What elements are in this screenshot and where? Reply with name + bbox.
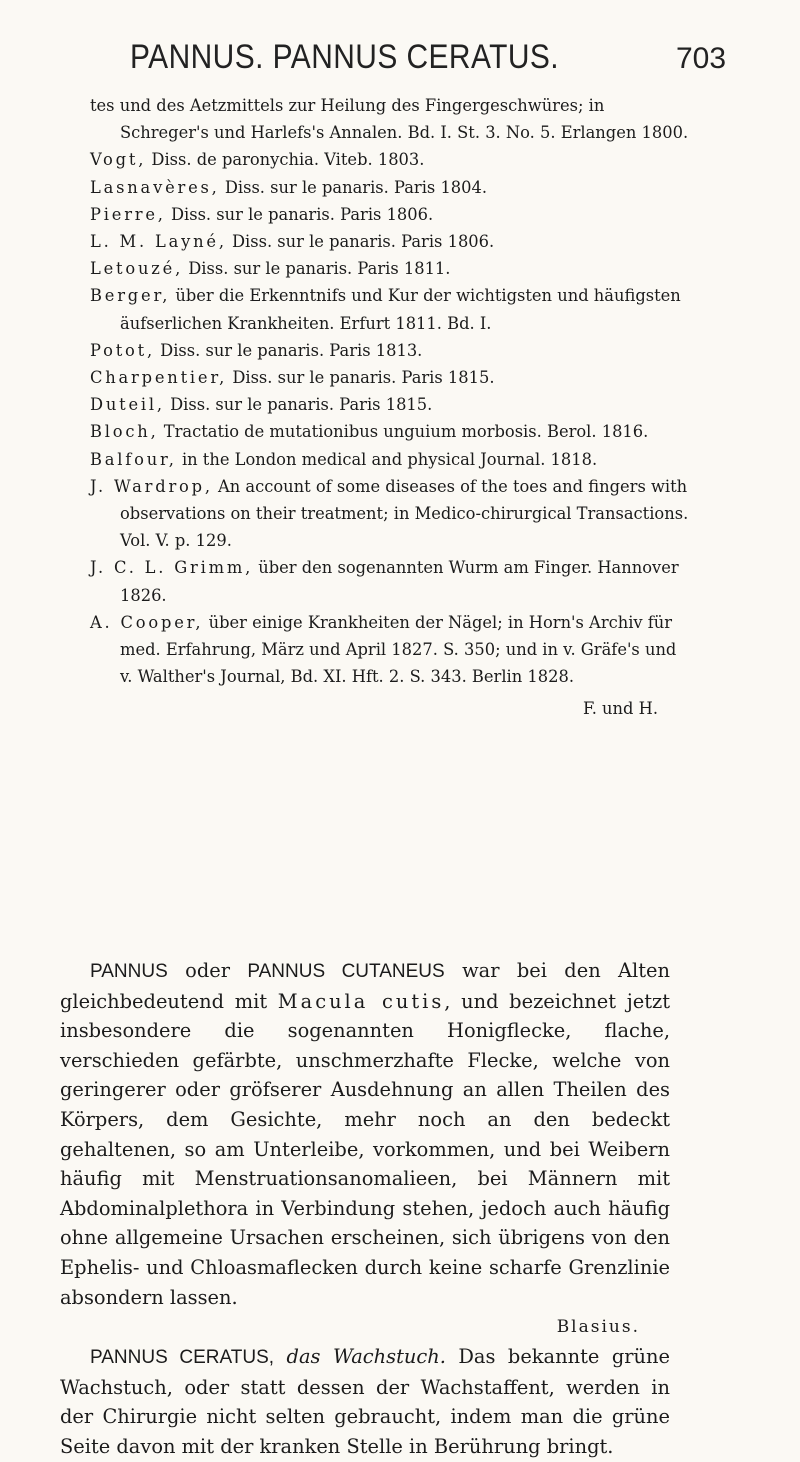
citation-text: tes und des Aetzmittels zur Heilung des Fingergeschwüres; in Schreger's und Harlefs's Annalen. Bd. I. St. 3. No. 5. Erlangen 1800. xyxy=(90,96,689,143)
bibliography-entry xyxy=(90,201,690,228)
citation-text: Diss. sur le panaris. Paris 1815. xyxy=(227,368,495,388)
entry-pannus xyxy=(60,956,670,1312)
citation-text: über einige Krankheiten der Nägel; in Horn's Archiv für med. Erfahrung, März und April 1827. S. 350; und in v. Gräfe's und v. Walther's Journal, Bd. XI. Hft. 2. S. 343. Berlin 1828. xyxy=(120,612,677,687)
author-name: Duteil, xyxy=(90,395,165,415)
entry-text: war bei den Alten gleichbedeutend mit xyxy=(60,959,670,1013)
bibliography-entry xyxy=(90,364,690,391)
bibliography-entry xyxy=(90,609,690,691)
citation-text: Diss. de paronychia. Viteb. 1803. xyxy=(146,150,425,170)
author-name: Lasnavères, xyxy=(90,177,220,197)
author-name: A. Cooper, xyxy=(90,612,204,632)
citation-text: Diss. sur le panaris. Paris 1806. xyxy=(226,232,495,252)
bibliography-entry xyxy=(90,282,690,336)
author-name: Potot, xyxy=(90,340,155,360)
author-name: J. C. L. Grimm, xyxy=(90,558,254,578)
page-number: 703 xyxy=(676,42,727,75)
bibliography-entry xyxy=(90,92,690,146)
bibliography-signature: F. und H. xyxy=(582,699,658,719)
citation-text: Tractatio de mutationibus unguium morbosis. Berol. 1816. xyxy=(158,422,649,442)
entry-gloss: das Wachstuch. xyxy=(286,1345,446,1369)
citation-text: Diss. sur le panaris. Paris 1804. xyxy=(219,177,488,197)
author-name: Letouzé, xyxy=(90,259,184,279)
entry-term: PANNUS CUTANEUS xyxy=(247,961,445,982)
citation-text: Diss. sur le panaris. Paris 1811. xyxy=(183,259,451,279)
bibliography-entry xyxy=(90,473,690,555)
bibliography-entry xyxy=(90,418,690,445)
citation-text: An account of some diseases of the toes and fingers with observations on their treatment; in Medico-chirurgical Transactions. Vol. V. p. 129. xyxy=(120,476,689,551)
citation-text: Diss. sur le panaris. Paris 1806. xyxy=(165,204,434,224)
bibliography-entry xyxy=(90,337,690,364)
author-name: J. Wardrop, xyxy=(90,476,213,496)
running-header xyxy=(0,26,800,86)
latin-term: Macula cutis xyxy=(277,989,445,1013)
author-name: Vogt, xyxy=(90,150,147,170)
citation-text: Diss. sur le panaris. Paris 1813. xyxy=(154,340,423,360)
author-name: Balfour, xyxy=(90,449,177,469)
citation-text: in the London medical and physical Journal. 1818. xyxy=(176,449,598,469)
encyclopedia-entries xyxy=(60,956,670,1462)
author-name: L. M. Layné, xyxy=(90,232,227,252)
bibliography-entry xyxy=(90,174,690,201)
author-name: Berger, xyxy=(90,286,171,306)
bibliography-entry xyxy=(90,228,690,255)
entry-text: Das bekannte grüne Wachstuch, oder statt dessen der Wachstaffent, werden in der Chirurgie nicht selten gebraucht, indem man die grüne Seite davon mit der kranken Stelle in Berührung bringt. xyxy=(60,1345,670,1458)
citation-text: über den sogenannten Wurm am Finger. Hannover 1826. xyxy=(120,558,679,605)
citation-text: über die Erkenntnifs und Kur der wichtigsten und häufigsten äufserlichen Krankheiten. Erfurt 1811. Bd. I. xyxy=(120,286,681,333)
entry-pannus-ceratus xyxy=(60,1342,670,1461)
citation-text: Diss. sur le panaris. Paris 1815. xyxy=(164,395,433,415)
entry-text: oder xyxy=(167,959,248,982)
bibliography-entry xyxy=(90,446,690,473)
entry-text: , und bezeichnet jetzt insbesondere die sogenannten Honigflecke, flache, verschieden gefärbte, unschmerzhafte Flecke, welche von geringerer oder gröfserer Ausdehnung an allen Theilen des Körpers, dem Gesichte, mehr noch an den bedeckt gehaltenen, so am Unterleibe, vorkommen, und bei Weibern häufig mit Menstruationsanomalieen, bei Männern mit Abdominalplethora in Verbindung stehen, jedoch auch häufig ohne allgemeine Ursachen erscheinen, sich übrigens von den Ephelis- und Chloasmaflecken durch keine scharfe Grenzlinie absondern lassen. xyxy=(60,989,671,1309)
author-name: Pierre, xyxy=(90,204,166,224)
entry-term: PANNUS xyxy=(90,961,168,982)
bibliography-entry xyxy=(90,391,690,418)
author-name: Charpentier, xyxy=(90,368,228,388)
entry-term: PANNUS CERATUS, xyxy=(90,1347,275,1369)
entry-signature: Blasius. xyxy=(556,1317,640,1338)
bibliography-entry xyxy=(90,554,690,608)
bibliography-entry xyxy=(90,255,690,282)
bibliography xyxy=(90,92,690,723)
header-title: PANNUS. PANNUS CERATUS. xyxy=(130,38,560,76)
author-name: Bloch, xyxy=(90,422,159,442)
bibliography-entry xyxy=(90,146,690,173)
